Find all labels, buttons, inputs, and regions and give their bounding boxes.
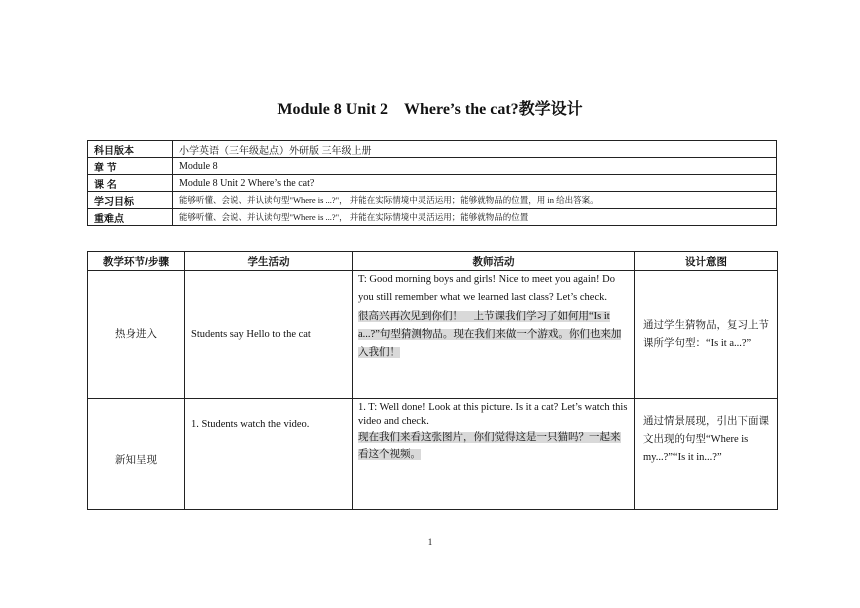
teacher-activity-chinese: 现在我们来看这张图片，你们觉得这是一只猫吗？一起来看这个视频。 — [358, 432, 621, 460]
info-key: 章 节 — [88, 158, 173, 175]
info-value: Module 8 — [173, 158, 777, 175]
header-student-activity: 学生活动 — [185, 252, 353, 271]
info-key: 学习目标 — [88, 192, 173, 209]
teacher-activity-english: 1. T: Well done! Look at this picture. Is it a cat? Let’s watch this video and check. — [358, 402, 628, 427]
info-value: 能够听懂、会说、并认读句型"Where is ...?"， 并能在实际情境中灵活运用；能够就物品的位置 — [173, 209, 777, 226]
student-activity-cell: 1. Students watch the video. — [185, 399, 353, 510]
teacher-activity-chinese: 很高兴再次见到你们！ 上节课我们学习了如何用“Is it a...?”句型猜测物品。现在我们来做一个游戏。你们也来加入我们！ — [358, 311, 622, 358]
header-teacher-activity: 教师活动 — [353, 252, 635, 271]
info-value: 小学英语（三年级起点）外研版 三年级上册 — [173, 141, 777, 158]
plan-header-row — [88, 252, 778, 271]
info-key: 课 名 — [88, 175, 173, 192]
teacher-activity-english: T: Good morning boys and girls! Nice to meet you again! Do you still remember what we learned last class? Let’s check. — [358, 274, 615, 303]
document-title: Module 8 Unit 2 Where’s the cat?教学设计 — [277, 101, 583, 118]
student-activity-cell: Students say Hello to the cat — [185, 271, 353, 399]
info-row-chapter — [88, 158, 777, 175]
design-intent-cell: 通过学生猜物品，复习上节课所学句型：“Is it a...?” — [635, 271, 778, 399]
step-cell: 热身进入 — [88, 271, 185, 399]
info-key: 重难点 — [88, 209, 173, 226]
header-step: 教学环节/步骤 — [88, 252, 185, 271]
info-value: Module 8 Unit 2 Where’s the cat? — [173, 175, 777, 192]
teacher-activity-cell — [353, 399, 635, 510]
plan-row-presentation — [88, 399, 778, 510]
plan-row-warmup — [88, 271, 778, 399]
info-key: 科目版本 — [88, 141, 173, 158]
info-row-subject — [88, 141, 777, 158]
course-info-table — [87, 140, 777, 226]
info-value: 能够听懂、会说、并认读句型"Where is ...?"， 并能在实际情境中灵活运用；能够就物品的位置，用 in 给出答案。 — [173, 192, 777, 209]
page-number: 1 — [427, 537, 433, 547]
header-design-intent: 设计意图 — [635, 252, 778, 271]
info-row-objectives — [88, 192, 777, 209]
teacher-activity-cell — [353, 271, 635, 399]
info-row-key-points — [88, 209, 777, 226]
info-row-lesson — [88, 175, 777, 192]
design-intent-cell: 通过情景展现，引出下面课文出现的句型“Where is my...?”“Is it in...?” — [635, 399, 778, 510]
step-cell: 新知呈现 — [88, 399, 185, 510]
lesson-plan-table — [87, 251, 778, 510]
